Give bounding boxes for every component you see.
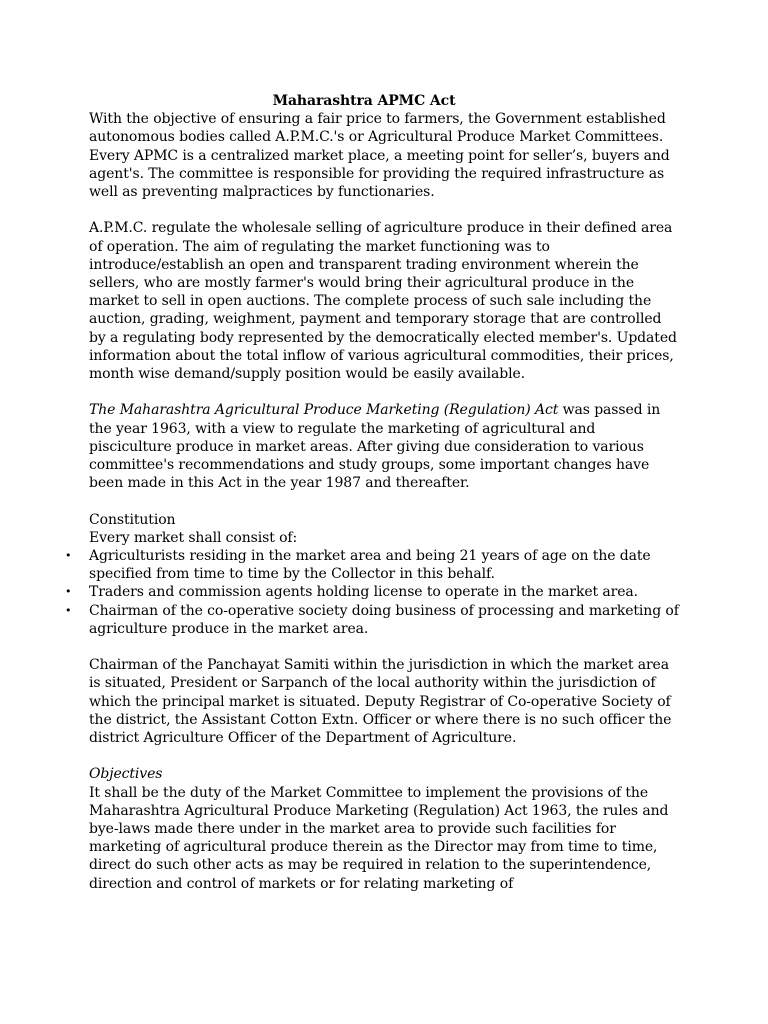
intro-paragraph: With the objective of ensuring a fair price to farmers, the Government established autonomous bodies called A.P.M.C.'s or Agricultural Produce Market Committees. Every APMC is a centralized market place, a meeting point for seller’s, buyers and agent's. The committee is responsible for providing the required infrastructure as well as preventing malpractices by functionaries. bbox=[89, 111, 670, 201]
act-name: The Maharashtra Agricultural Produce Marketing (Regulation) Act bbox=[89, 402, 559, 419]
document-page bbox=[89, 92, 681, 893]
list-item: • Agriculturists residing in the market area and being 21 years of age on the date specified from time to time by the Collector in this behalf. bbox=[89, 547, 681, 583]
constitution-lead: Every market shall consist of: bbox=[89, 529, 298, 546]
list-item: • Traders and commission agents holding license to operate in the market area. bbox=[89, 583, 681, 601]
document-title: Maharashtra APMC Act bbox=[272, 93, 456, 109]
list-item: • Chairman of the co-operative society doing business of processing and marketing of agriculture produce in the market area. bbox=[89, 602, 681, 638]
regulation-paragraph: A.P.M.C. regulate the wholesale selling of agriculture produce in their defined area of operation. The aim of regulating the market functioning was to introduce/establish an open and transparent trading environment wherein the sellers, who are mostly farmer's would bring their agricultural produce in the market to sell in open auctions. The complete process of such sale including the auction, grading, weighment, payment and temporary storage that are controlled by a regulating body represented by the democratically elected member's. Updated information about the total inflow of various agricultural commodities, their prices, month wise demand/supply position would be easily available. bbox=[89, 220, 677, 383]
act-paragraph-text: was passed in the year 1963, with a view to regulate the marketing of agricultural and pisciculture produce in market areas. After giving due consideration to various committee's recommendations and study groups, some important changes have been made in this Act in the year 1987 and thereafter. bbox=[89, 402, 661, 492]
objectives-paragraph: It shall be the duty of the Market Committee to implement the provisions of the Maharashtra Agricultural Produce Marketing (Regulation) Act 1963, the rules and bye-laws made there under in the market area to provide such facilities for marketing of agricultural produce therein as the Director may from time to time, direct do such other acts as may be required in relation to the superintendence, direction and control of markets or for relating marketing of bbox=[89, 784, 669, 892]
constitution-heading: Constitution bbox=[89, 511, 176, 528]
chairman-paragraph: Chairman of the Panchayat Samiti within the jurisdiction in which the market area is situated, President or Sarpanch of the local authority within the jurisdiction of which the principal market is situated. Deputy Registrar of Co-operative Society of the district, the Assistant Cotton Extn. Officer or where there is no such officer the district Agriculture Officer of the Department of Agriculture. bbox=[89, 657, 672, 747]
objectives-heading: Objectives bbox=[89, 766, 163, 783]
constitution-list bbox=[89, 547, 681, 638]
act-paragraph bbox=[89, 401, 681, 492]
